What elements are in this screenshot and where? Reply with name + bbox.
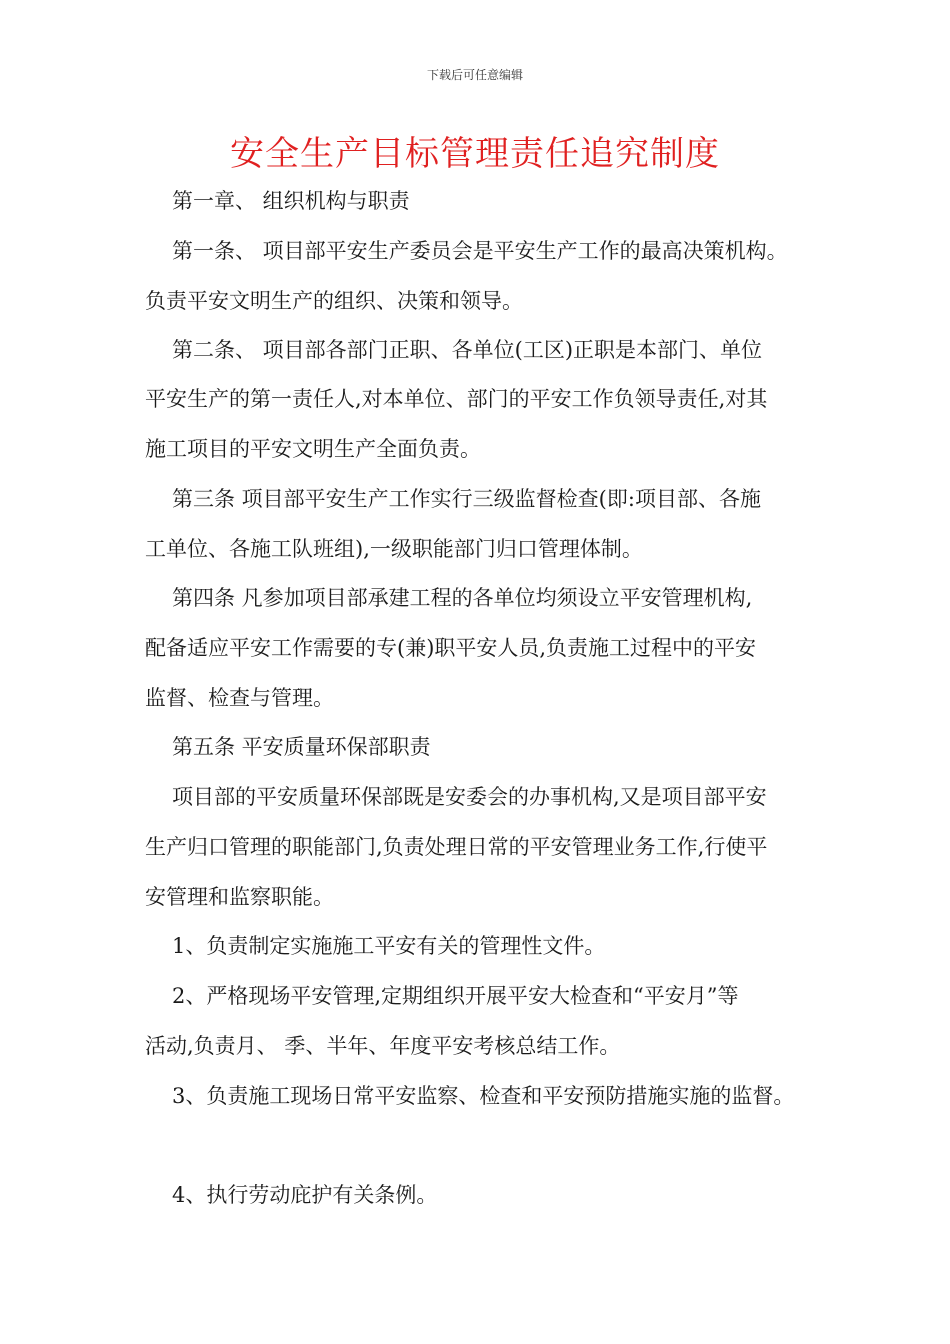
body-line: 平安生产的第一责任人,对本单位、部门的平安工作负领导责任,对其 — [145, 387, 768, 411]
body-line: 施工项目的平安文明生产全面负责。 — [145, 437, 481, 461]
body-line: 安管理和监察职能。 — [145, 885, 334, 909]
body-line: 2、严格现场平安管理,定期组织开展平安大检查和“平安月”等 — [172, 984, 739, 1008]
body-line: 活动,负责月、 季、半年、年度平安考核总结工作。 — [145, 1034, 621, 1058]
body-line: 4、执行劳动庇护有关条例。 — [172, 1183, 438, 1207]
body-line: 工单位、各施工队班组),一级职能部门归口管理体制。 — [145, 537, 643, 561]
document-title: 安全生产目标管理责任追究制度 — [230, 134, 720, 174]
body-line: 项目部的平安质量环保部既是安委会的办事机构,又是项目部平安 — [172, 785, 767, 809]
body-line: 3、负责施工现场日常平安监察、检查和平安预防措施实施的监督。 — [172, 1084, 795, 1108]
body-line: 第四条 凡参加项目部承建工程的各单位均须设立平安管理机构, — [172, 586, 753, 610]
body-line: 负责平安文明生产的组织、决策和领导。 — [145, 289, 523, 313]
body-line: 第三条 项目部平安生产工作实行三级监督检查(即:项目部、各施 — [172, 487, 761, 511]
body-line: 生产归口管理的职能部门,负责处理日常的平安管理业务工作,行使平 — [145, 835, 768, 859]
body-line: 1、负责制定实施施工平安有关的管理性文件。 — [172, 934, 606, 958]
body-line: 第一条、 项目部平安生产委员会是平安生产工作的最高决策机构。 — [172, 239, 788, 263]
header-note: 下载后可任意编辑 — [426, 68, 523, 82]
body-line: 第二条、 项目部各部门正职、各单位(工区)正职是本部门、单位 — [172, 338, 763, 362]
body-line: 配备适应平安工作需要的专(兼)职平安人员,负责施工过程中的平安 — [145, 636, 757, 660]
body-line: 监督、检查与管理。 — [145, 686, 334, 710]
body-line: 第五条 平安质量环保部职责 — [172, 735, 431, 759]
body-line: 第一章、 组织机构与职责 — [172, 189, 410, 213]
